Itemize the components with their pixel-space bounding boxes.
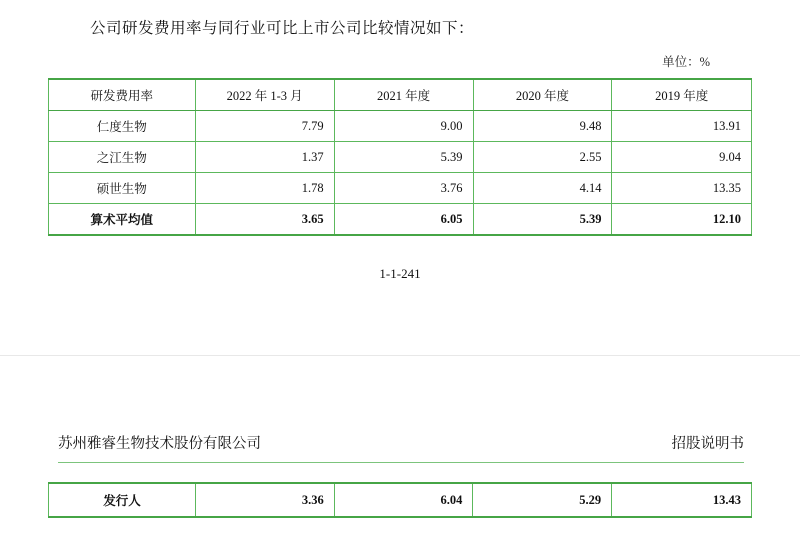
cell-value: 3.36 — [195, 483, 334, 517]
row-label: 算术平均值 — [49, 204, 196, 236]
cell-value: 5.39 — [473, 204, 612, 236]
column-header-2020: 2020 年度 — [473, 79, 612, 111]
table-row-issuer — [49, 483, 752, 517]
page-separator — [0, 355, 800, 356]
page-header-band — [58, 432, 744, 459]
document-type: 招股说明书 — [671, 436, 744, 452]
cell-value: 6.04 — [334, 483, 473, 517]
page-number: 1-1-241 — [379, 266, 421, 281]
cell-value: 13.43 — [612, 483, 752, 517]
row-label: 发行人 — [49, 483, 196, 517]
cell-value: 7.79 — [195, 111, 334, 142]
table-header-row — [49, 79, 752, 111]
cell-value: 4.14 — [473, 173, 612, 204]
cell-value: 5.39 — [334, 142, 473, 173]
cell-value: 9.00 — [334, 111, 473, 142]
table-row — [49, 111, 752, 142]
unit-note: 单位：% — [662, 55, 710, 69]
cell-value: 13.91 — [612, 111, 752, 142]
cell-value: 1.37 — [195, 142, 334, 173]
cell-value: 3.76 — [334, 173, 473, 204]
row-label: 硕世生物 — [49, 173, 196, 204]
company-name: 苏州雅睿生物技术股份有限公司 — [58, 436, 261, 452]
table-row-average — [49, 204, 752, 236]
row-label: 之江生物 — [49, 142, 196, 173]
cell-value: 2.55 — [473, 142, 612, 173]
cell-value: 9.48 — [473, 111, 612, 142]
cell-value: 12.10 — [612, 204, 752, 236]
cell-value: 3.65 — [195, 204, 334, 236]
column-header-2021: 2021 年度 — [334, 79, 473, 111]
rd-expense-ratio-table — [48, 78, 752, 236]
cell-value: 5.29 — [473, 483, 612, 517]
cell-value: 13.35 — [612, 173, 752, 204]
column-header-metric: 研发费用率 — [49, 79, 196, 111]
table-row — [49, 173, 752, 204]
table-row — [49, 142, 752, 173]
cell-value: 9.04 — [612, 142, 752, 173]
column-header-2019: 2019 年度 — [612, 79, 752, 111]
issuer-continued-table — [48, 482, 752, 518]
row-label: 仁度生物 — [49, 111, 196, 142]
cell-value: 1.78 — [195, 173, 334, 204]
cell-value: 6.05 — [334, 204, 473, 236]
column-header-2022q1: 2022 年 1-3 月 — [195, 79, 334, 111]
intro-paragraph: 公司研发费用率与同行业可比上市公司比较情况如下： — [90, 20, 475, 37]
header-rule — [58, 462, 744, 463]
